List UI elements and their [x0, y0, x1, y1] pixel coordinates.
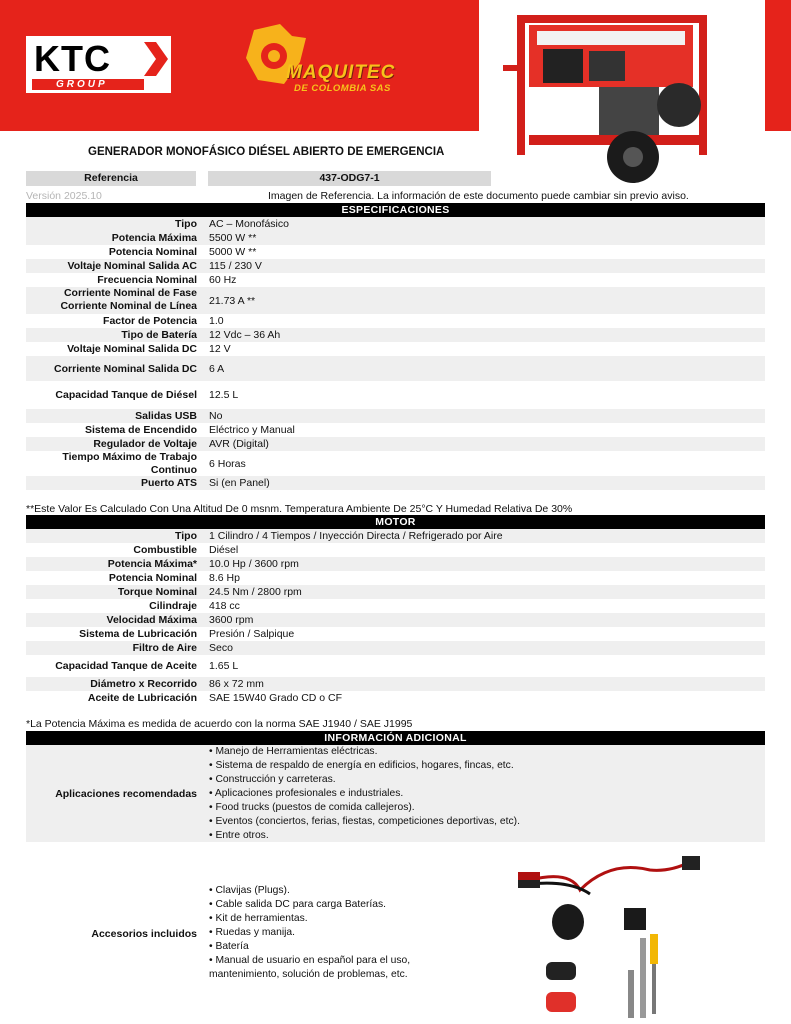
motor-note: *La Potencia Máxima es medida de acuerdo con la norma SAE J1940 / SAE J1995: [26, 718, 413, 730]
motor-row-label: Aceite de Lubricación: [87, 692, 197, 704]
spec-row-label: Corriente Nominal Salida DC: [54, 362, 197, 375]
motor-row-value: 1 Cilindro / 4 Tiempos / Inyección Directa / Refrigerado por Aire: [209, 530, 503, 542]
application-item: • Aplicaciones profesionales e industriales.: [209, 788, 404, 799]
spec-row-label: Potencia Máxima: [111, 232, 197, 244]
motor-row-value: 24.5 Nm / 2800 rpm: [209, 586, 302, 598]
accessory-item: • Kit de herramientas.: [209, 913, 308, 924]
accessory-item: mantenimiento, solución de problemas, etc.: [209, 969, 408, 980]
spec-row-value: 12.5 L: [209, 389, 239, 401]
accessory-item: • Batería: [209, 941, 249, 952]
accessory-item: • Clavijas (Plugs).: [209, 885, 290, 896]
spec-row-label: Sistema de Encendido: [84, 424, 197, 436]
maquitec-logo: [240, 22, 420, 102]
spec-row-value: 60 Hz: [209, 274, 237, 286]
spec-row-label: Regulador de Voltaje: [93, 438, 197, 450]
motor-row-value: 418 cc: [209, 600, 240, 612]
motor-row-label: Potencia Nominal: [108, 572, 197, 584]
motor-row-label: Sistema de Lubricación: [79, 628, 197, 640]
spec-row-value: 21.73 A **: [209, 294, 256, 307]
ktc-group-text: GROUP: [56, 79, 108, 90]
motor-row-label: Cilindraje: [149, 600, 197, 612]
reference-value: 437-ODG7-1: [319, 172, 380, 184]
spec-row-label: Potencia Nominal: [108, 246, 197, 258]
application-item: • Eventos (conciertos, ferias, fiestas, competiciones deportivas, etc).: [209, 816, 520, 827]
motor-row-value: 86 x 72 mm: [209, 678, 264, 690]
spec-row-value: AVR (Digital): [209, 438, 269, 450]
accessory-item: • Manual de usuario en español para el uso,: [209, 955, 411, 966]
motor-row-label: Tipo: [175, 530, 197, 542]
motor-row-label: Combustible: [133, 544, 197, 556]
ktc-logo-text: KTC: [34, 38, 111, 79]
spec-row-value: 12 Vdc – 36 Ah: [209, 329, 281, 341]
header-red-bar-right: [765, 0, 791, 131]
info-header: INFORMACIÓN ADICIONAL: [26, 731, 765, 745]
motor-row-label: Filtro de Aire: [132, 642, 197, 654]
ktc-logo: [26, 36, 171, 93]
reference-label: Referencia: [84, 172, 138, 184]
spec-row-label: Tipo de Batería: [121, 329, 197, 341]
motor-row-value: 3600 rpm: [209, 614, 254, 626]
motor-row-value: Seco: [209, 642, 233, 654]
maquitec-name: MAQUITEC: [286, 62, 396, 83]
spec-row-value: 12 V: [209, 343, 231, 355]
spec-row-label: Tiempo Máximo de Trabajo: [62, 451, 197, 463]
spec-row-value: 1.0: [209, 315, 224, 327]
spec-row-value: 5000 W **: [209, 246, 257, 258]
spec-row-label: Corriente Nominal de Fase: [63, 287, 197, 299]
spec-row-label: Tipo: [175, 218, 197, 230]
accessory-item: • Cable salida DC para carga Baterías.: [209, 899, 387, 910]
motor-row-label: Diámetro x Recorrido: [90, 678, 197, 690]
application-item: • Manejo de Herramientas eléctricas.: [209, 746, 378, 757]
motor-row-label: Torque Nominal: [117, 586, 197, 598]
accessories-label: Accesorios incluidos: [91, 928, 197, 940]
specs-note: **Este Valor Es Calculado Con Una Altitud De 0 msnm. Temperatura Ambiente De 25°C Y Humedad Relativa De 30%: [26, 503, 573, 515]
spec-row-label: Capacidad Tanque de Diésel: [55, 389, 197, 401]
specs-header: ESPECIFICACIONES: [26, 203, 765, 217]
spec-row-value: 6 Horas: [209, 457, 246, 470]
motor-row-value: Diésel: [209, 544, 239, 556]
spec-row-value: Eléctrico y Manual: [209, 424, 295, 436]
spec-row-value: 115 / 230 V: [209, 260, 262, 272]
spec-row-value: AC – Monofásico: [209, 218, 289, 230]
motor-row-label: Potencia Máxima*: [107, 558, 197, 570]
spec-row-label: Voltaje Nominal Salida AC: [67, 260, 197, 272]
motor-header: MOTOR: [26, 515, 765, 529]
spec-row-label-2: Corriente Nominal de Línea: [60, 300, 197, 312]
spec-row-label: Frecuencia Nominal: [97, 274, 197, 286]
ktc-chevron-icon: [142, 42, 168, 76]
application-item: • Construcción y carreteras.: [209, 774, 336, 785]
motor-row-value: 1.65 L: [209, 660, 239, 672]
accessory-item: • Ruedas y manija.: [209, 927, 296, 938]
application-item: • Sistema de respaldo de energía en edificios, hogares, fincas, etc.: [209, 760, 514, 771]
spec-row-label: Puerto ATS: [140, 477, 197, 489]
apps-list: [209, 745, 520, 843]
generator-image: [503, 5, 725, 189]
spec-row-value: Si (en Panel): [209, 477, 270, 489]
disclaimer-text: Imagen de Referencia. La información de este documento puede cambiar sin previo aviso.: [268, 190, 689, 202]
spec-row-value: 6 A: [209, 362, 225, 375]
version-label: Versión 2025.10: [26, 190, 102, 202]
accessories-image: [510, 850, 710, 1020]
maquitec-subtitle: DE COLOMBIA SAS: [294, 83, 391, 94]
spec-row-label-2: Continuo: [150, 464, 197, 476]
motor-row-label: Velocidad Máxima: [106, 614, 197, 626]
application-item: • Food trucks (puestos de comida callejeros).: [209, 802, 415, 813]
spec-row-label: Salidas USB: [135, 410, 197, 422]
accessories-list: [209, 884, 410, 982]
spec-row-label: Voltaje Nominal Salida DC: [67, 343, 197, 355]
spec-row-value: No: [209, 410, 223, 422]
apps-label: Aplicaciones recomendadas: [55, 788, 197, 800]
motor-row-value: Presión / Salpique: [209, 628, 295, 640]
spec-row-label: Factor de Potencia: [103, 315, 197, 327]
document-title: GENERADOR MONOFÁSICO DIÉSEL ABIERTO DE EMERGENCIA: [88, 146, 445, 158]
application-item: • Entre otros.: [209, 830, 269, 841]
spec-row-value: 5500 W **: [209, 232, 257, 244]
motor-row-value: 10.0 Hp / 3600 rpm: [209, 558, 299, 570]
motor-row-label: Capacidad Tanque de Aceite: [55, 660, 197, 672]
motor-row-value: SAE 15W40 Grado CD o CF: [209, 692, 343, 704]
motor-row-value: 8.6 Hp: [209, 572, 240, 584]
